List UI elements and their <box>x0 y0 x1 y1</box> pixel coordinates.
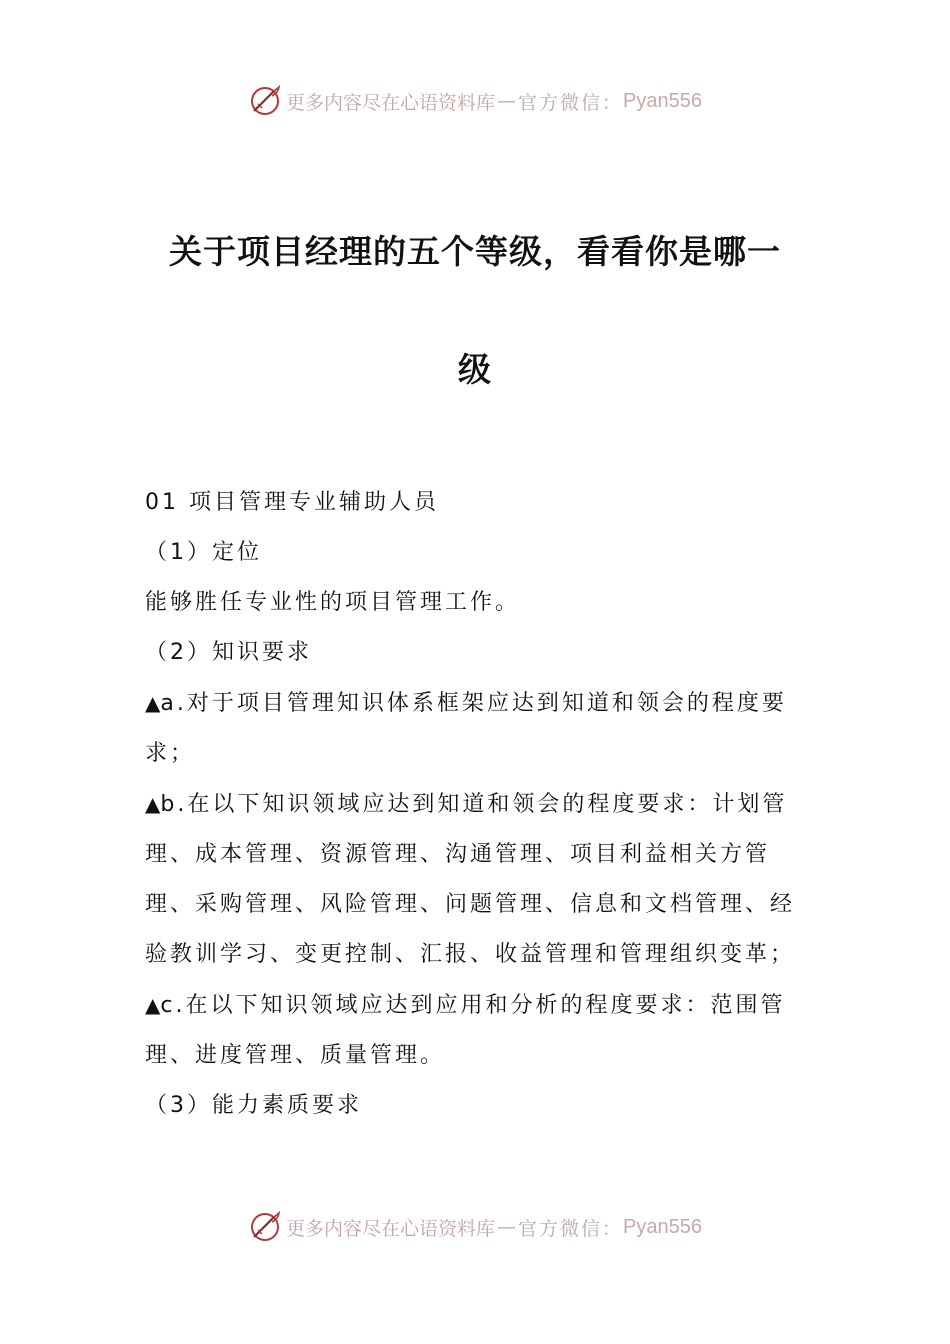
triangle-bullet-icon: ▲ <box>145 691 161 715</box>
document-body <box>145 478 810 1131</box>
bullet-b <box>145 779 810 980</box>
footer-watermark <box>0 1210 950 1244</box>
bullet-a <box>145 678 810 779</box>
footer-account-label: 官方微信： <box>518 1217 624 1240</box>
header-site-text: 更多内容尽在心语资料库 <box>286 91 496 114</box>
header-account-id: Pyan556 <box>623 89 702 112</box>
header-dash: — <box>497 90 517 112</box>
footer-account-id: Pyan556 <box>623 1215 702 1238</box>
section-heading: 01 项目管理专业辅助人员 <box>145 490 439 515</box>
bullet-b-text: b.在以下知识领域应达到知道和领会的程度要求：计划管理、成本管理、资源管理、沟通管理、项目利益相关方管理、采购管理、风险管理、问题管理、信息和文档管理、经验教训学习、变更控制、汇报、收益管理和管理组织变革； <box>145 792 796 967</box>
paragraph-positioning: 能够胜任专业性的项目管理工作。 <box>145 590 521 615</box>
footer-dash: — <box>497 1216 517 1238</box>
document-title-line-2: 级 <box>458 350 492 389</box>
subheading-positioning: （1）定位 <box>145 540 262 565</box>
triangle-bullet-icon: ▲ <box>145 792 161 816</box>
header-account-label: 官方微信： <box>518 91 624 114</box>
footer-site-text: 更多内容尽在心语资料库 <box>286 1217 496 1240</box>
document-title-line-1: 关于项目经理的五个等级，看看你是哪一 <box>169 232 781 271</box>
triangle-bullet-icon: ▲ <box>145 993 161 1017</box>
subheading-knowledge: （2）知识要求 <box>145 640 312 665</box>
quill-logo-icon <box>248 1210 282 1244</box>
quill-logo-icon <box>248 84 282 118</box>
bullet-c <box>145 980 810 1081</box>
bullet-c-text: c.在以下知识领域应达到应用和分析的程度要求：范围管理、进度管理、质量管理。 <box>145 993 786 1068</box>
bullet-a-text: a.对于项目管理知识体系框架应达到知道和领会的程度要求； <box>145 691 787 766</box>
header-watermark <box>0 84 950 118</box>
subheading-competency: （3）能力素质要求 <box>145 1093 362 1118</box>
